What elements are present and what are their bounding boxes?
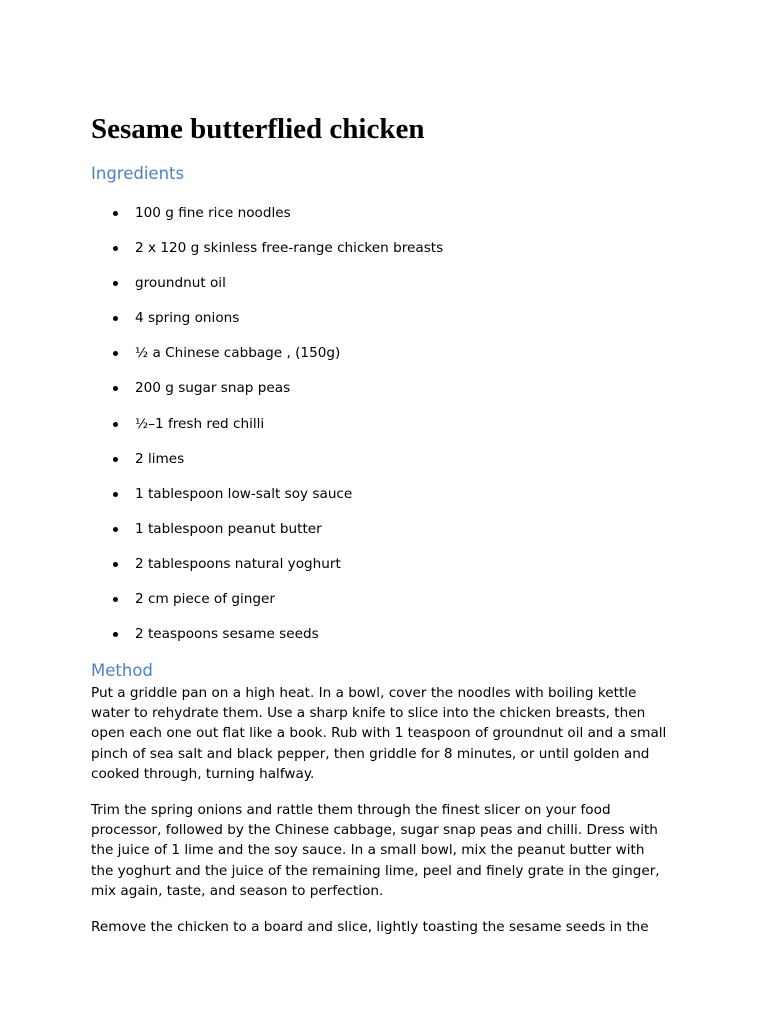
- ingredient-text: 1 tablespoon peanut butter: [135, 520, 322, 537]
- bullet-icon: [113, 597, 118, 602]
- ingredient-text: 2 cm piece of ginger: [135, 591, 275, 608]
- ingredient-text: ½ a Chinese cabbage , (150g): [135, 345, 341, 362]
- recipe-title: Sesame butterflied chicken: [91, 113, 425, 145]
- method-section: [91, 683, 691, 953]
- method-paragraph: Trim the spring onions and rattle them through the finest slicer on your food processor, followed by the Chinese cabbage, sugar snap peas and chilli. Dress with the juice of 1 lime and the soy sauce. In a small bowl, mix the peanut butter with the yoghurt and the juice of the remaining lime, peel and finely grate in the ginger, mix again, taste, and season to perfection.: [91, 802, 660, 899]
- ingredient-text: 2 limes: [135, 450, 185, 467]
- ingredient-text: 100 g fine rice noodles: [135, 205, 291, 221]
- ingredient-text: ½–1 fresh red chilli: [135, 415, 265, 432]
- bullet-icon: [113, 211, 118, 216]
- bullet-icon: [113, 351, 118, 356]
- bullet-icon: [113, 562, 118, 567]
- bullet-icon: [113, 457, 118, 462]
- ingredient-text: 4 spring onions: [135, 310, 240, 327]
- bullet-icon: [113, 316, 118, 321]
- ingredients-heading: Ingredients: [91, 164, 185, 183]
- ingredient-text: groundnut oil: [135, 275, 226, 292]
- method-paragraph: Put a griddle pan on a high heat. In a bowl, cover the noodles with boiling kettle water to rehydrate them. Use a sharp knife to slice into the chicken breasts, then open each one out flat like a book. Rub with 1 teaspoon of groundnut oil and a small pinch of sea salt and black pepper, then griddle for 8 minutes, or until golden and cooked through, turning halfway.: [91, 685, 667, 782]
- bullet-icon: [113, 492, 118, 497]
- ingredient-text: 200 g sugar snap peas: [135, 380, 291, 397]
- method-paragraph: Remove the chicken to a board and slice, lightly toasting the sesame seeds in the: [91, 919, 649, 936]
- ingredient-text: 1 tablespoon low-salt soy sauce: [135, 485, 353, 502]
- bullet-icon: [113, 281, 118, 286]
- ingredient-text: 2 x 120 g skinless free-range chicken breasts: [135, 240, 444, 257]
- bullet-icon: [113, 422, 118, 427]
- bullet-icon: [113, 527, 118, 532]
- method-heading: Method: [91, 661, 153, 680]
- bullet-icon: [113, 632, 118, 637]
- bullet-icon: [113, 386, 118, 391]
- ingredient-text: 2 tablespoons natural yoghurt: [135, 555, 341, 572]
- bullet-icon: [113, 246, 118, 251]
- ingredient-text: 2 teaspoons sesame seeds: [135, 626, 319, 643]
